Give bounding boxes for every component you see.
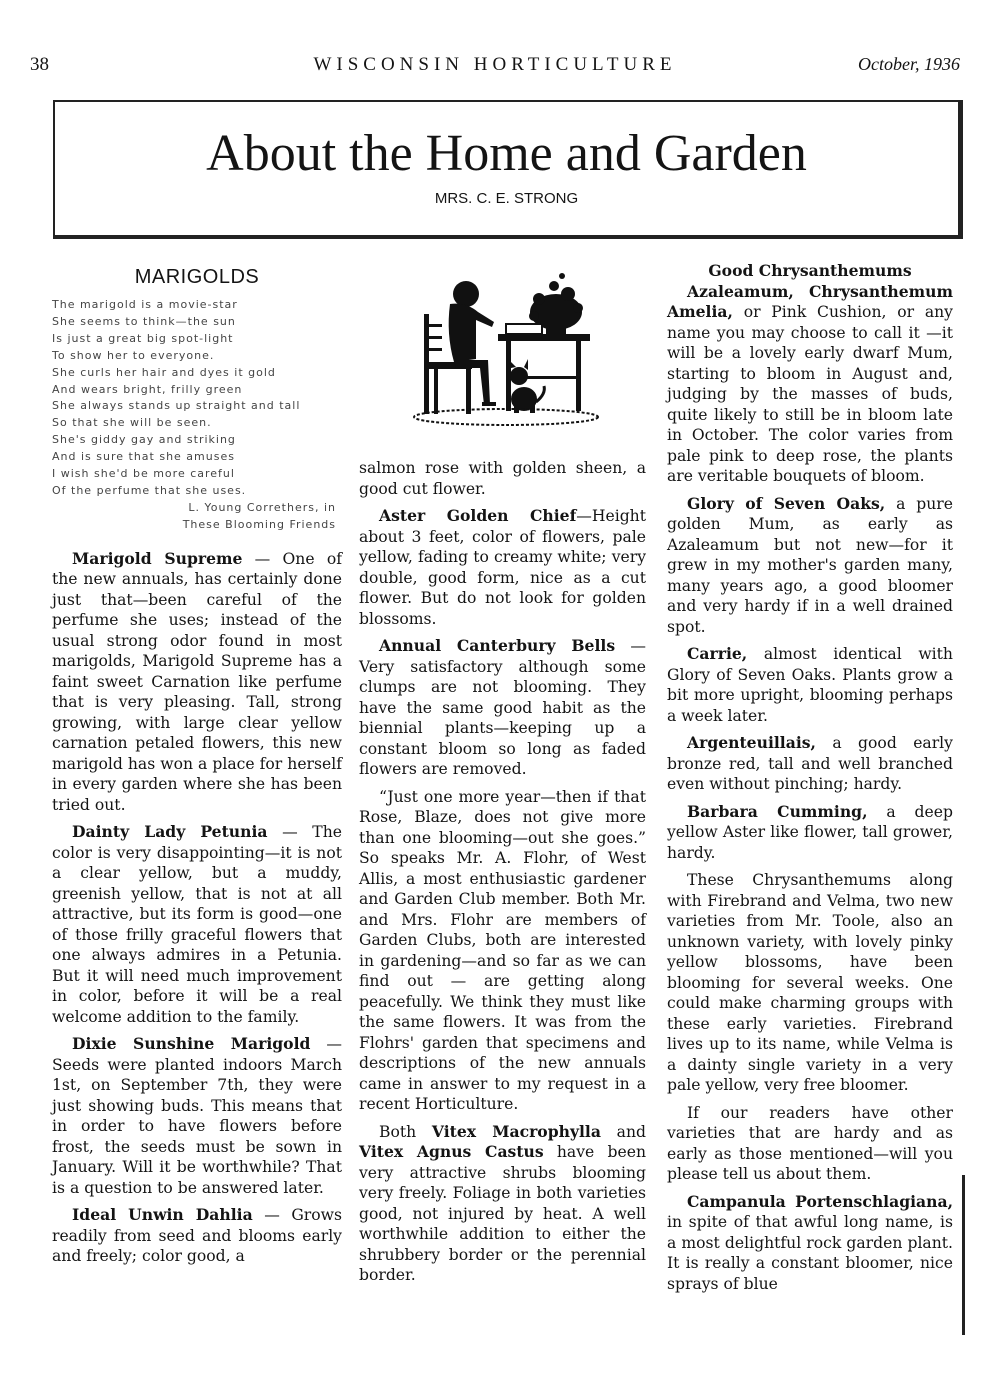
paragraph-text: “Just one more year—then if that Rose, Blaze, does not give more than one blooming—out she goes.” So speaks Mr. A. Flohr, of West Allis, a most enthusiastic gardener and Garden Club member. Both Mr. and Mrs. Flohr are members of Garden Clubs, both are interested in gardening—and so far as we can find out — are getting along peacefully. We think they must like the same flowers. It was from the Flohrs' garden that specimens and descriptions of the new annuals came in answer to my request in a recent Horticulture. [359,787,646,1113]
silhouette-illustration [406,264,606,449]
title-box [53,100,963,239]
plant-name: Barbara Cumming, [687,801,868,821]
poem-line: She curls her hair and dyes it gold [52,365,276,379]
article-paragraph [667,644,953,726]
poem-line: She always stands up straight and tall [52,399,301,413]
paragraph-text: The color is very disappointing—it is not a clear yellow, but a muddy, greenish yellow, that is not at all attractive, but its form is good—one of those frilly graceful flowers that one always admires in a Petunia. But it will need much improvement in color, before it will be a real welcome addition to the family. [52,823,342,1026]
article-paragraph [667,870,953,1096]
paragraph-text: a pure golden Mum, as early as Azaleamum but not new—for it grew in my mother's garden many, many years ago, a good bloomer and very hardy if in a well drained spot. [667,494,953,636]
poem [52,297,342,500]
poem-line: And wears bright, frilly green [52,382,243,396]
paragraph-text: salmon rose with golden sheen, a good cut flower. [359,459,646,498]
plant-name: Annual Canterbury Bells [379,636,616,655]
poem-title: MARIGOLDS [134,266,260,288]
byline: MRS. C. E. STRONG [434,190,579,207]
poem-line: She seems to think—the sun [52,314,236,328]
article-paragraph: Dixie Sunshine Marigold — Seeds were planted indoors March 1st, on September 7th, they were just showing buds. This means that in order to have flowers before frost, the seeds must be sown in January. Will it be worthwhile? That is a question to be answered later. [52,1034,342,1197]
attribution-line: These Blooming Friends [182,517,336,531]
plant-name: Argenteuillais, [687,733,816,752]
paragraph-text: One of the new annuals, has certainly done just that—been careful of the perfume she uses; instead of the usual strong odor found in most marigolds, Marigold Supreme has a faint sweet Carnation like perfume that is very pleasing. Tall, strong growing, with large clear yellow carnation petaled flowers, this new marigold has won a place for herself in every garden where she has been tried out. [52,549,342,814]
article-paragraph [667,1103,953,1185]
plant-name: Dixie Sunshine Marigold [72,1034,311,1054]
article-title: About the Home and Garden [206,125,807,182]
column-3 [667,258,953,1294]
plant-name: Marigold Supreme [72,548,243,568]
poem-line: I wish she'd be more careful [52,467,235,481]
plant-name: Azaleamum, Chrysanthemum Amelia, [667,281,953,321]
chrysanthemums-heading: Good Chrysanthemums [708,261,912,280]
column-1 [52,258,342,1267]
article-paragraph: Aster Golden Chief—Height about 3 feet, color of flowers, pale yellow, fading to creamy white; very double, good form, nice as a cut flower. But do not look for golden blossoms. [359,506,646,628]
paragraph-text: Both [379,1122,432,1141]
page-edge-bar [962,1175,965,1335]
article-paragraph [359,458,646,499]
paragraph-text: These Chrysanthemums along with Firebrand and Velma, two new varieties from Mr. Toole, also an unknown variety, with lovely pinky yellow blossoms, have been blooming for several weeks. One could make charming groups with these early varieties. Firebrand lives up to its name, while Velma is a dainty single variety in a very pale yellow, very free bloomer. [667,871,953,1094]
plant-name: Glory of Seven Oaks, [687,493,886,513]
article-paragraph: Annual Canterbury Bells — Very satisfactory although some clumps are not blooming. They have the same good habit as the biennial plants—keeping up a constant bloom so long as faded flowers are removed. [359,636,646,778]
plant-name: Aster Golden Chief [379,506,577,525]
poem-line: Is just a great big spot-light [52,331,234,345]
paragraph-text: a good early bronze red, tall and well branched even without pinching; hardy. [667,734,953,793]
plant-name: Vitex Agnus Castus [359,1142,544,1161]
article-paragraph: Dainty Lady Petunia — The color is very disappointing—it is not a clear yellow, but a muddy, greenish yellow, that is not at all attractive, but its form is good—one of those frilly graceful flowers that one always admires in a Petunia. But it will need much improvement in color, before it will be a real welcome addition to the family. [52,822,342,1026]
paragraph-text: Height about 3 feet, color of flowers, pale yellow, fading to creamy white; very double, good form, nice as a cut flower. But do not look for golden blossoms. [359,507,646,628]
page-number: 38 [30,54,49,75]
article-paragraph [667,494,953,638]
paragraph-text: in spite of that awful long name, is a most delightful rock garden plant. It is really a constant bloomer, nice sprays of blue [667,1213,953,1293]
article-paragraph [359,787,646,1115]
paragraph-text: Very satisfactory although some clumps are not blooming. They have the same good habit as the biennial plants—keeping up a constant bloom so long as faded flowers are removed. [359,657,646,778]
paragraph-text: have been very attractive shrubs blooming very freely. Foliage in both varieties good, not injured by heat. A well worthwhile addition to either the shrubbery border or the perennial border. [359,1143,646,1284]
paragraph-text: Grows readily from seed and blooms early and freely; color good, a [52,1206,342,1266]
paragraph-text: a deep yellow Aster like flower, tall grower, hardy. [667,802,953,862]
paragraph-text: If our readers have other varieties that are hardy and as early as those mentioned—will you please tell us about them. [667,1103,953,1183]
running-head [30,54,960,84]
poem-line: The marigold is a movie-star [52,298,238,311]
poem-line: And is sure that she amuses [52,450,235,464]
article-paragraph [667,1192,953,1295]
column-2 [359,258,646,1286]
plant-name: Ideal Unwin Dahlia [72,1205,253,1225]
journal-title: WISCONSIN HORTICULTURE [313,54,677,75]
issue-date: October, 1936 [858,54,960,74]
article-paragraph [667,282,953,487]
article-paragraph [667,802,953,864]
column-1-body [52,549,342,1267]
paragraph-text: or Pink Cushion, or any name you may choose to call it —it will be a lovely early dwarf Mum, starting to bloom in August and, judging by the masses of buds, quite likely to still be in bloom late in October. The color varies from pale pink to deep rose, the plants are veritable bouquets of bloom. [667,303,953,485]
plant-name: Carrie, [687,644,748,663]
article-paragraph: Ideal Unwin Dahlia — Grows readily from seed and blooms early and freely; color good, a [52,1205,342,1266]
column-3-body [667,282,953,1295]
poem-line: She's giddy gay and striking [52,433,236,447]
plant-name: Campanula Portenschlagiana, [687,1191,953,1211]
paragraph-text: Seeds were planted indoors March 1st, on September 7th, they were just showing buds. This means that in order to have flowers before frost, the seeds must be sown in January. Will it be worthwhile? That is a question to be answered later. [52,1055,342,1197]
plant-name: Dainty Lady Petunia [72,822,268,842]
attribution-line: L. Young Correthers, in [188,500,336,514]
paragraph-text: and [600,1122,646,1141]
poem-line: Of the perfume that she uses. [52,483,247,497]
column-2-body [359,458,646,1286]
poem-line: To show her to everyone. [52,348,215,362]
poem-line: So that she will be seen. [52,416,212,430]
plant-name: Vitex Macrophylla [431,1121,601,1141]
poem-attribution [52,500,342,534]
article-paragraph [667,733,953,795]
article-paragraph [359,1122,646,1286]
article-paragraph: Marigold Supreme — One of the new annuals, has certainly done just that—been careful of the perfume she uses; instead of the usual strong odor found in most marigolds, Marigold Supreme has a faint sweet Carnation like perfume that is very pleasing. Tall, strong growing, with large clear yellow carnation petaled flowers, this new marigold has won a place for herself in every garden where she has been tried out. [52,548,342,814]
paragraph-text: almost identical with Glory of Seven Oaks. Plants grow a bit more upright, blooming perhaps a week later. [667,645,953,725]
